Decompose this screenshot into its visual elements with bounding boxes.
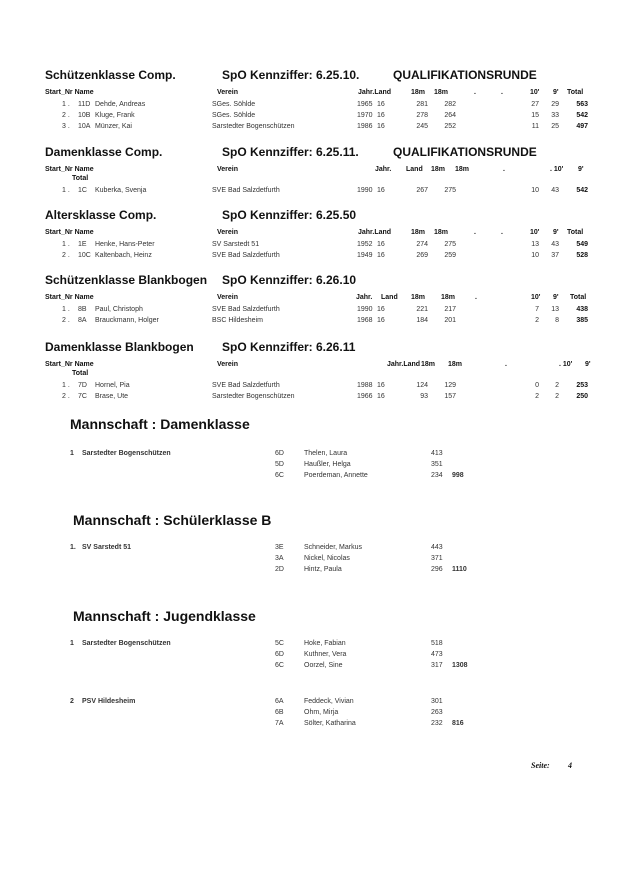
state-code: 16 [377,382,385,389]
team-club: PSV Hildesheim [82,698,136,705]
club-name: SVE Bad Salzdetfurth [212,382,280,389]
team-section-title: Mannschaft : Schülerklasse B [73,512,272,528]
member-score: 371 [431,555,443,562]
round-2-score: 201 [444,317,456,324]
birth-year: 1990 [357,306,373,313]
team-total: 998 [452,472,464,479]
round-1-score: 267 [416,187,428,194]
round-1-score: 274 [416,241,428,248]
rank: 1 . [62,241,70,248]
column-header-verein: Verein [217,166,239,173]
team-total: 1308 [452,662,468,669]
nines-count: 8 [555,317,559,324]
tens-count: 10 [531,252,539,259]
member-start-number: 5C [275,640,284,647]
member-name: Thelen, Laura [304,450,348,457]
birth-year: 1988 [357,382,373,389]
tens-count: 15 [531,112,539,119]
member-score: 473 [431,651,443,658]
round-name: QUALIFIKATIONSRUNDE [393,145,537,159]
total-score: 563 [576,101,588,108]
nines-count: 29 [551,101,559,108]
rank: 2 . [62,112,70,119]
start-number: 10B [78,112,91,119]
start-number: 7D [78,382,87,389]
column-header-r1: 18m [411,89,426,96]
column-header-d1: . [503,166,505,173]
club-name: Sarstedter Bogenschützen [212,393,295,400]
club-name: SVE Bad Salzdetfurth [212,306,280,313]
start-number: 8B [78,306,87,313]
team-club: SV Sarstedt 51 [82,544,132,551]
total-score: 542 [576,187,588,194]
rank: 2 . [62,393,70,400]
column-header-nines: 9' [578,166,584,173]
round-name: QUALIFIKATIONSRUNDE [393,68,537,82]
column-header-nines: 9' [553,229,559,236]
column-header-r1: 18m [411,294,426,301]
rank: 1 . [62,382,70,389]
column-header-verein: Verein [217,89,239,96]
column-header-tens: 10' [531,294,541,301]
start-number: 7C [78,393,87,400]
column-header-d1: . [474,89,476,96]
state-code: 16 [377,123,385,130]
birth-year: 1949 [357,252,373,259]
tens-count: 10 [531,187,539,194]
column-header-r1: 18m [431,166,446,173]
round-2-score: 275 [444,241,456,248]
club-name: SVE Bad Salzdetfurth [212,187,280,194]
column-header-total: Total [72,175,89,182]
rank: 2 . [62,317,70,324]
column-header-total: Total [567,89,584,96]
birth-year: 1952 [357,241,373,248]
column-header-verein: Verein [217,294,239,301]
nines-count: 33 [551,112,559,119]
member-start-number: 6C [275,472,284,479]
archer-name: Brauckmann, Holger [95,317,159,324]
member-score: 232 [431,720,443,727]
tens-count: 11 [531,123,539,130]
member-score: 234 [431,472,443,479]
round-1-score: 221 [416,306,428,313]
nines-count: 37 [551,252,559,259]
column-header-land: Land [381,294,398,301]
column-header-tens: . 10' [559,361,573,368]
round-2-score: 259 [444,252,456,259]
member-start-number: 7A [275,720,284,727]
member-start-number: 5D [275,461,284,468]
member-name: Haußler, Helga [304,461,351,468]
start-number: 1C [78,187,87,194]
nines-count: 43 [551,241,559,248]
column-header-start: Start_Nr Name [45,166,94,173]
total-score: 438 [576,306,588,313]
member-score: 301 [431,698,443,705]
column-header-d1: . [505,361,507,368]
nines-count: 2 [555,382,559,389]
column-header-total: Total [567,229,584,236]
member-name: Hintz, Paula [304,566,342,573]
round-2-score: 252 [444,123,456,130]
member-name: Hoke, Fabian [304,640,346,647]
rank: 1 . [62,187,70,194]
member-score: 443 [431,544,443,551]
round-1-score: 124 [416,382,428,389]
start-number: 10A [78,123,91,130]
member-name: Kuthner, Vera [304,651,347,658]
birth-year: 1986 [357,123,373,130]
club-name: BSC Hildesheim [212,317,263,324]
member-score: 317 [431,662,443,669]
birth-year: 1965 [357,101,373,108]
team-rank: 2 [70,698,74,705]
archer-name: Kaltenbach, Heinz [95,252,152,259]
column-header-total: Total [72,370,89,377]
page-label: Seite: [531,761,550,770]
state-code: 16 [377,252,385,259]
column-header-tens: 10' [530,229,540,236]
round-1-score: 281 [416,101,428,108]
team-section-title: Mannschaft : Damenklasse [70,416,250,432]
column-header-tens: 10' [530,89,540,96]
archer-name: Henke, Hans-Peter [95,241,155,248]
round-1-score: 245 [416,123,428,130]
column-header-verein: Verein [217,361,239,368]
state-code: 16 [377,317,385,324]
team-rank: 1 [70,450,74,457]
member-name: Sölter, Katharina [304,720,356,727]
member-start-number: 6A [275,698,284,705]
column-header-jahr: Jahr. [356,294,373,301]
page-number: 4 [568,761,572,770]
tens-count: 27 [531,101,539,108]
column-header-jahr: Jahr. [375,166,392,173]
column-header-r1: 18m [411,229,426,236]
tens-count: 13 [531,241,539,248]
total-score: 542 [576,112,588,119]
member-score: 296 [431,566,443,573]
spo-code: SpO Kennziffer: 6.25.50 [222,208,357,222]
member-start-number: 6B [275,709,284,716]
spo-code: SpO Kennziffer: 6.26.10 [222,273,357,287]
start-number: 1E [78,241,87,248]
class-title: Damenklasse Comp. [45,145,163,159]
round-2-score: 217 [444,306,456,313]
column-header-jahr: Jahr.Land [387,361,421,368]
birth-year: 1990 [357,187,373,194]
column-header-r2: 18m [455,166,470,173]
member-name: Oorzel, Sine [304,662,343,669]
archer-name: Brase, Ute [95,393,129,400]
rank: 1 . [62,101,70,108]
column-header-r2: 18m [448,361,463,368]
column-header-total: Total [570,294,587,301]
state-code: 16 [377,101,385,108]
total-score: 385 [576,317,588,324]
total-score: 528 [576,252,588,259]
archer-name: Hornel, Pia [95,382,130,389]
team-section-title: Mannschaft : Jugendklasse [73,608,256,624]
member-name: Ohm, Mirja [304,709,339,716]
member-start-number: 6C [275,662,284,669]
member-start-number: 6D [275,450,284,457]
club-name: SGes. Söhlde [212,112,256,119]
member-score: 518 [431,640,443,647]
nines-count: 2 [555,393,559,400]
class-title: Altersklasse Comp. [45,208,157,222]
column-header-jahr: Jahr.Land [358,89,392,96]
class-title: Schützenklasse Blankbogen [45,273,208,287]
tens-count: 2 [535,317,539,324]
state-code: 16 [377,241,385,248]
state-code: 16 [377,112,385,119]
column-header-d1: . [475,294,477,301]
club-name: SVE Bad Salzdetfurth [212,252,280,259]
total-score: 497 [576,123,588,130]
total-score: 549 [576,241,588,248]
team-club: Sarstedter Bogenschützen [82,450,171,457]
column-header-start: Start_Nr Name [45,361,94,368]
archer-name: Paul, Christoph [95,306,143,313]
round-2-score: 157 [444,393,456,400]
team-rank: 1 [70,640,74,647]
round-1-score: 93 [420,393,428,400]
archer-name: Kuberka, Svenja [95,187,147,194]
member-score: 413 [431,450,443,457]
start-number: 10C [78,252,91,259]
round-1-score: 184 [416,317,428,324]
state-code: 16 [377,393,385,400]
column-header-start: Start_Nr Name [45,89,94,96]
column-header-d1: . [474,229,476,236]
start-number: 8A [78,317,87,324]
round-2-score: 275 [444,187,456,194]
column-header-nines: 9' [553,294,559,301]
class-title: Damenklasse Blankbogen [45,340,194,354]
column-header-d2: . [501,229,503,236]
tens-count: 0 [535,382,539,389]
round-2-score: 282 [444,101,456,108]
member-score: 351 [431,461,443,468]
club-name: SV Sarstedt 51 [212,241,260,248]
column-header-r1: 18m [421,361,436,368]
archer-name: Dehde, Andreas [95,101,146,108]
nines-count: 25 [551,123,559,130]
class-title: Schützenklasse Comp. [45,68,176,82]
column-header-r2: 18m [434,89,449,96]
tens-count: 2 [535,393,539,400]
member-name: Poerdeman, Annette [304,472,368,479]
nines-count: 13 [551,306,559,313]
rank: 1 . [62,306,70,313]
birth-year: 1968 [357,317,373,324]
round-2-score: 264 [444,112,456,119]
rank: 2 . [62,252,70,259]
column-header-verein: Verein [217,229,239,236]
column-header-d2: . [501,89,503,96]
total-score: 253 [576,382,588,389]
spo-code: SpO Kennziffer: 6.25.11. [222,145,359,159]
member-start-number: 3E [275,544,284,551]
column-header-tens: . 10' [550,166,564,173]
archer-name: Kluge, Frank [95,112,135,119]
team-rank: 1. [70,544,76,551]
column-header-jahr: Jahr.Land [358,229,392,236]
club-name: Sarstedter Bogenschützen [212,123,295,130]
spo-code: SpO Kennziffer: 6.25.10. [222,68,360,82]
state-code: 16 [377,187,385,194]
column-header-r2: 18m [434,229,449,236]
total-score: 250 [576,393,588,400]
member-score: 263 [431,709,443,716]
member-name: Feddeck, Vivian [304,698,354,705]
team-total: 1110 [452,566,467,573]
round-2-score: 129 [444,382,456,389]
column-header-nines: 9' [553,89,559,96]
state-code: 16 [377,306,385,313]
nines-count: 43 [551,187,559,194]
club-name: SGes. Söhlde [212,101,256,108]
birth-year: 1970 [357,112,373,119]
rank: 3 . [62,123,70,130]
member-start-number: 3A [275,555,284,562]
spo-code: SpO Kennziffer: 6.26.11 [222,340,356,354]
member-start-number: 2D [275,566,284,573]
round-1-score: 269 [416,252,428,259]
tens-count: 7 [535,306,539,313]
birth-year: 1966 [357,393,373,400]
member-name: Schneider, Markus [304,544,362,551]
team-total: 816 [452,720,464,727]
round-1-score: 278 [416,112,428,119]
member-name: Nickel, Nicolas [304,555,350,562]
team-club: Sarstedter Bogenschützen [82,640,171,647]
member-start-number: 6D [275,651,284,658]
column-header-land: Land [406,166,423,173]
archer-name: Münzer, Kai [95,123,132,130]
column-header-nines: 9' [585,361,591,368]
column-header-r2: 18m [441,294,456,301]
start-number: 11D [78,101,91,108]
column-header-start: Start_Nr Name [45,229,94,236]
column-header-start: Start_Nr Name [45,294,94,301]
